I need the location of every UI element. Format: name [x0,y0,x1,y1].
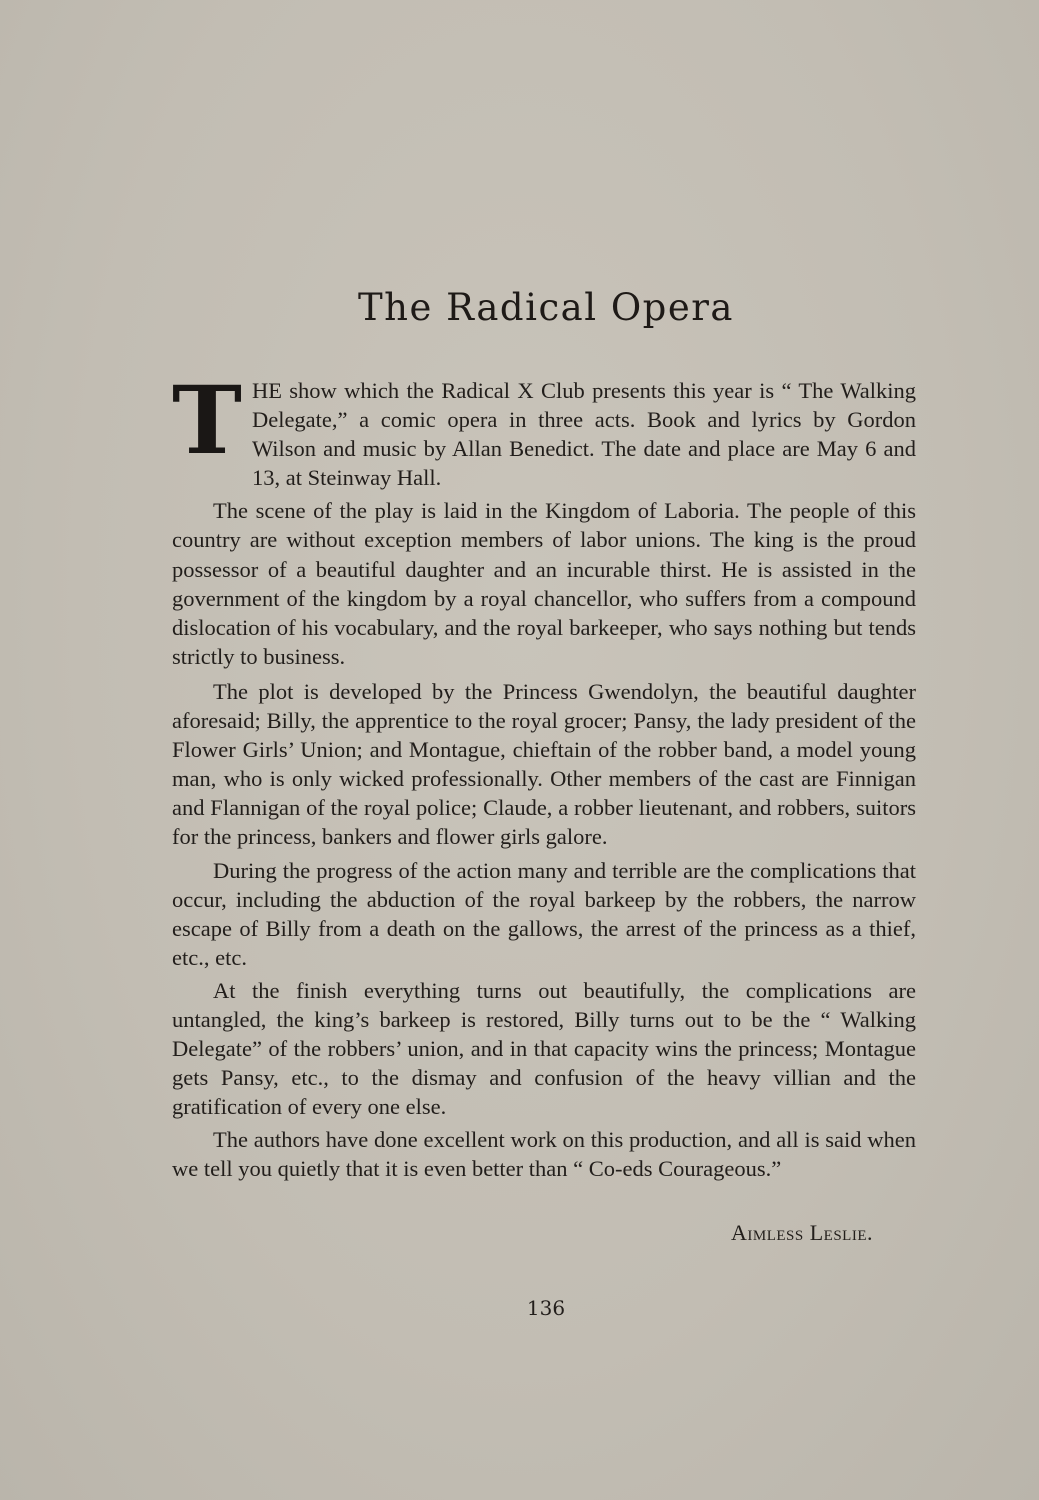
paragraph-2: The scene of the play is laid in the Kingdom of Laboria. The people of this country are without exception members of labor unions. The king is the proud possessor of a beautiful daughter and an incurable thirst. He is assisted in the government of the kingdom by a royal chancellor, who suffers from a compound dislocation of his vocabulary, and the royal barkeeper, who says nothing but tends strictly to business. [172,498,916,669]
paragraph-1-text: HE show which the Radical X Club presents this year is “ The Walking Delegate,” a comic opera in three acts. Book and lyrics by Gordon Wilson and music by Allan Benedict. The date and place are May 6 and 13, at Steinway Hall. [251,378,916,491]
page-title: The Radical Opera [358,286,734,329]
paragraph-4: During the progress of the action many and terrible are the complications that occur, including the abduction of the royal barkeep by the robbers, the narrow escape of Billy from a death on the gallows, the arrest of the princess as a thief, etc., etc. [172,857,916,970]
drop-cap: T [172,366,242,476]
paragraph-1 [172,366,916,492]
page-number: 136 [526,1296,566,1320]
paragraph-3: The plot is developed by the Princess Gwendolyn, the beautiful daughter aforesaid; Billy, the apprentice to the royal grocer; Pansy, the lady president of the Flower Girls’ Union; and Montague, chieftain of the robber band, a model young man, who is only wicked professionally. Other members of the cast are Finnigan and Flannigan of the royal police; Claude, a robber lieutenant, and robbers, suitors for the princess, bankers and flower girls galore. [172,678,916,850]
paragraph-6: The authors have done excellent work on this production, and all is said when we tell you quietly that it is even better than “ Co-eds Courageous.” [172,1127,916,1182]
article-body [172,366,916,1188]
paragraph-5: At the finish everything turns out beautifully, the complications are untangled, the king’s barkeep is restored, Billy turns out to be the “ Walking Delegate” of the robbers’ union, and in that capacity wins the princess; Montague gets Pansy, etc., to the dismay and confusion of the heavy villian and the gratification of every one else. [172,977,916,1120]
author-signature: Aimless Leslie. [731,1220,873,1245]
